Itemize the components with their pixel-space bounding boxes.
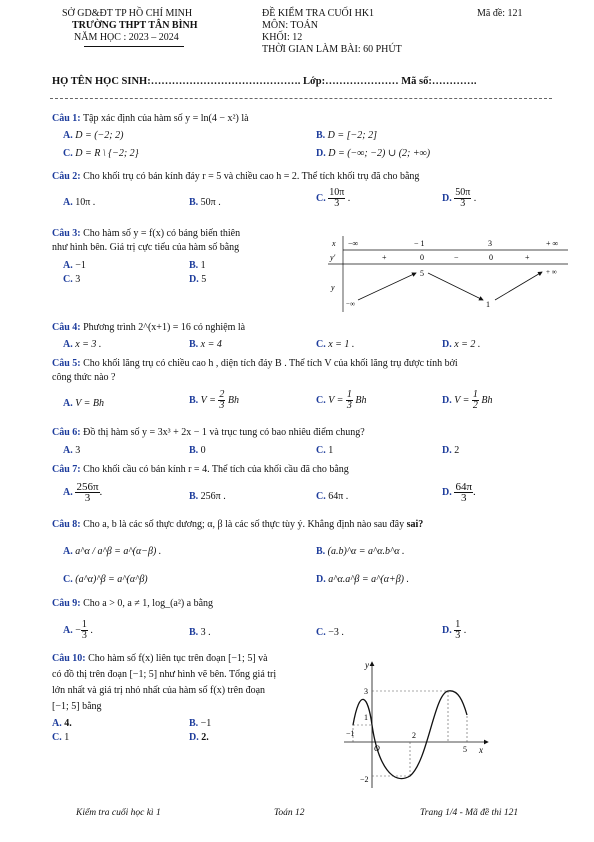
question-10-line2: có đồ thị trên đoạn [−1; 5] như hình vẽ bên. Tổng giá trị <box>52 669 277 680</box>
dept-name: SỞ GD&ĐT TP HỒ CHÍ MINH <box>62 8 193 19</box>
question-7: Câu 7: Cho khối cầu có bán kính r = 4. Thể tích của khối cầu đã cho bằng <box>52 464 349 475</box>
vt-arrow-up <box>358 273 416 300</box>
vt-sign: + <box>525 253 530 262</box>
graph-tick: 1 <box>364 713 368 722</box>
vt-x-label: x <box>332 239 336 248</box>
dashed-separator <box>50 98 552 99</box>
question-1: Câu 1: Tập xác định của hàm số y = ln(4 − x²) là <box>52 113 249 124</box>
q9-option-b[interactable]: B. 3 . <box>189 627 211 638</box>
exam-subject: MÔN: TOÁN <box>262 20 319 31</box>
vt-y-val: 1 <box>486 300 490 309</box>
school-year: NĂM HỌC : 2023 – 2024 <box>74 32 179 43</box>
vt-arrow-up <box>495 272 542 300</box>
graph-tick: −1 <box>346 729 355 738</box>
q8-option-a[interactable]: A. a^α / a^β = a^(α−β) . <box>63 546 162 557</box>
vt-sign: − <box>454 253 459 262</box>
q10-option-c[interactable]: C. 1 <box>52 732 70 743</box>
function-curve <box>353 691 467 779</box>
school-name: TRƯỜNG THPT TÂN BÌNH <box>72 20 198 31</box>
graph-tick: 2 <box>412 731 416 740</box>
vt-y-val: 5 <box>420 269 424 278</box>
exam-title: ĐỀ KIỂM TRA CUỐI HK1 <box>262 8 375 19</box>
q2-option-a[interactable]: A. 10π . <box>63 197 96 208</box>
exam-time: THỜI GIAN LÀM BÀI: 60 PHÚT <box>262 44 402 55</box>
q9-option-c[interactable]: C. −3 . <box>316 627 344 638</box>
q2-option-c[interactable]: C. $\frac{10\pi}{3}$ . <box>316 187 351 209</box>
footer-right: Trang 1/4 - Mã đề thi 121 <box>420 808 519 818</box>
q7-option-d[interactable]: D. $\frac{64\pi}{3}$ . <box>442 481 476 504</box>
guide-lines <box>353 691 467 776</box>
q10-option-a[interactable]: A. 4. <box>52 718 72 729</box>
question-6: Câu 6: Đồ thị hàm số y = 3x³ + 2x − 1 và trục tung có bao nhiêu điểm chung? <box>52 427 365 438</box>
q1-option-d[interactable]: D. D = (−∞; −2) ∪ (2; +∞) <box>316 148 431 159</box>
vt-x-val: −∞ <box>348 239 359 248</box>
q5-option-d[interactable]: D. V = $\frac{1}{2}$ Bh <box>442 389 493 411</box>
q8-option-c[interactable]: C. (a^α)^β = a^(α^β) <box>63 574 148 585</box>
q5-option-a[interactable]: A. V = Bh <box>63 398 105 409</box>
q6-option-c[interactable]: C. 1 <box>316 445 334 456</box>
vt-yp-label: y' <box>330 253 336 262</box>
q7-option-c[interactable]: C. 64π . <box>316 491 349 502</box>
question-3-line1: Câu 3: Cho hàm số y = f(x) có bảng biến thiên <box>52 228 241 239</box>
q3-option-b[interactable]: B. 1 <box>189 260 206 271</box>
q4-option-a[interactable]: A. x = 3 . <box>63 339 102 350</box>
question-9: Câu 9: Cho a > 0, a ≠ 1, log_(a²) a bằng <box>52 598 214 609</box>
student-info-line: HỌ TÊN HỌC SINH:……………………………………. Lớp:………………… Mã số:…………. <box>52 76 477 87</box>
q5-option-c[interactable]: C. V = $\frac{1}{3}$ Bh <box>316 389 367 411</box>
exam-code: Mã đề: 121 <box>477 8 523 19</box>
question-10-line4: [−1; 5] bằng <box>52 701 102 712</box>
vt-y-val: + ∞ <box>546 268 557 276</box>
q6-option-a[interactable]: A. 3 <box>63 445 81 456</box>
question-10-line1: Câu 10: Cho hàm số f(x) liên tục trên đoạn [−1; 5] và <box>52 653 268 664</box>
question-3-line2: như hình bên. Giá trị cực tiểu của hàm số bằng <box>52 242 240 253</box>
q3-option-d[interactable]: D. 5 <box>189 274 207 285</box>
q9-option-a[interactable]: A. − $\frac{1}{3}$ . <box>63 619 93 641</box>
vt-x-val: + ∞ <box>546 239 559 248</box>
q7-option-b[interactable]: B. 256π . <box>189 491 226 502</box>
q3-option-a[interactable]: A. −1 <box>63 260 86 271</box>
graph-x-label: x <box>479 745 483 755</box>
q4-option-d[interactable]: D. x = 2 . <box>442 339 481 350</box>
graph-origin-label: O <box>374 744 380 753</box>
exam-grade: KHỐI: 12 <box>262 32 303 43</box>
q3-option-c[interactable]: C. 3 <box>63 274 81 285</box>
vt-y-val: −∞ <box>346 300 355 308</box>
q7-option-a[interactable]: A. $\frac{256\pi}{3}$ . <box>63 481 103 504</box>
question-8: Câu 8: Cho a, b là các số thực dương; α, β là các số thực tùy ý. Khẳng định nào sau đây sai? <box>52 519 424 530</box>
q10-option-d[interactable]: D. 2. <box>189 732 209 743</box>
question-5-line1: Câu 5: Cho khối lăng trụ có chiều cao h , diện tích đáy B . Thể tích V của khối lăng trụ được tính bởi <box>52 358 458 369</box>
q2-option-b[interactable]: B. 50π . <box>189 197 221 208</box>
q4-option-c[interactable]: C. x = 1 . <box>316 339 355 350</box>
header-divider <box>84 46 184 47</box>
footer-left: Kiểm tra cuối học kì 1 <box>76 808 161 818</box>
vt-sign: 0 <box>420 253 424 262</box>
vt-sign: 0 <box>489 253 493 262</box>
footer-center: Toán 12 <box>274 808 305 818</box>
question-10-line3: lớn nhất và giá trị nhỏ nhất của hàm số f(x) trên đoạn <box>52 685 266 696</box>
variation-table <box>328 236 568 312</box>
question-5-line2: công thức nào ? <box>52 372 116 383</box>
q9-option-d[interactable]: D. $\frac{1}{3}$ . <box>442 619 467 641</box>
q6-option-d[interactable]: D. 2 <box>442 445 460 456</box>
q1-option-c[interactable]: C. D = R \ {−2; 2} <box>63 148 139 159</box>
function-graph <box>338 656 498 790</box>
q2-option-d[interactable]: D. $\frac{50\pi}{3}$ . <box>442 187 477 209</box>
q8-option-b[interactable]: B. (a.b)^α = a^α.b^α . <box>316 546 405 557</box>
q10-option-b[interactable]: B. −1 <box>189 718 212 729</box>
q8-option-d[interactable]: D. a^α.a^β = a^(α+β) . <box>316 574 410 585</box>
vt-x-val: 3 <box>488 239 492 248</box>
graph-y-label: y <box>365 660 369 670</box>
question-2: Câu 2: Cho khối trụ có bán kính đáy r = 5 và chiều cao h = 2. Thể tích khối trụ đã cho bằng <box>52 171 420 182</box>
vt-x-val: − 1 <box>414 239 425 248</box>
q6-option-b[interactable]: B. 0 <box>189 445 206 456</box>
q1-option-b[interactable]: B. D = [−2; 2] <box>316 130 378 141</box>
q4-option-b[interactable]: B. x = 4 <box>189 339 222 350</box>
vt-arrow-down <box>428 273 483 300</box>
graph-tick: 3 <box>364 687 368 696</box>
question-4: Câu 4: Phương trình 2^(x+1) = 16 có nghiệm là <box>52 322 246 333</box>
graph-tick: −2 <box>360 775 369 784</box>
q1-option-a[interactable]: A. D = (−2; 2) <box>63 130 124 141</box>
q5-option-b[interactable]: B. V = $\frac{2}{3}$ Bh <box>189 389 239 411</box>
vt-y-label: y <box>331 283 335 292</box>
graph-tick: 5 <box>463 745 467 754</box>
vt-sign: + <box>382 253 387 262</box>
